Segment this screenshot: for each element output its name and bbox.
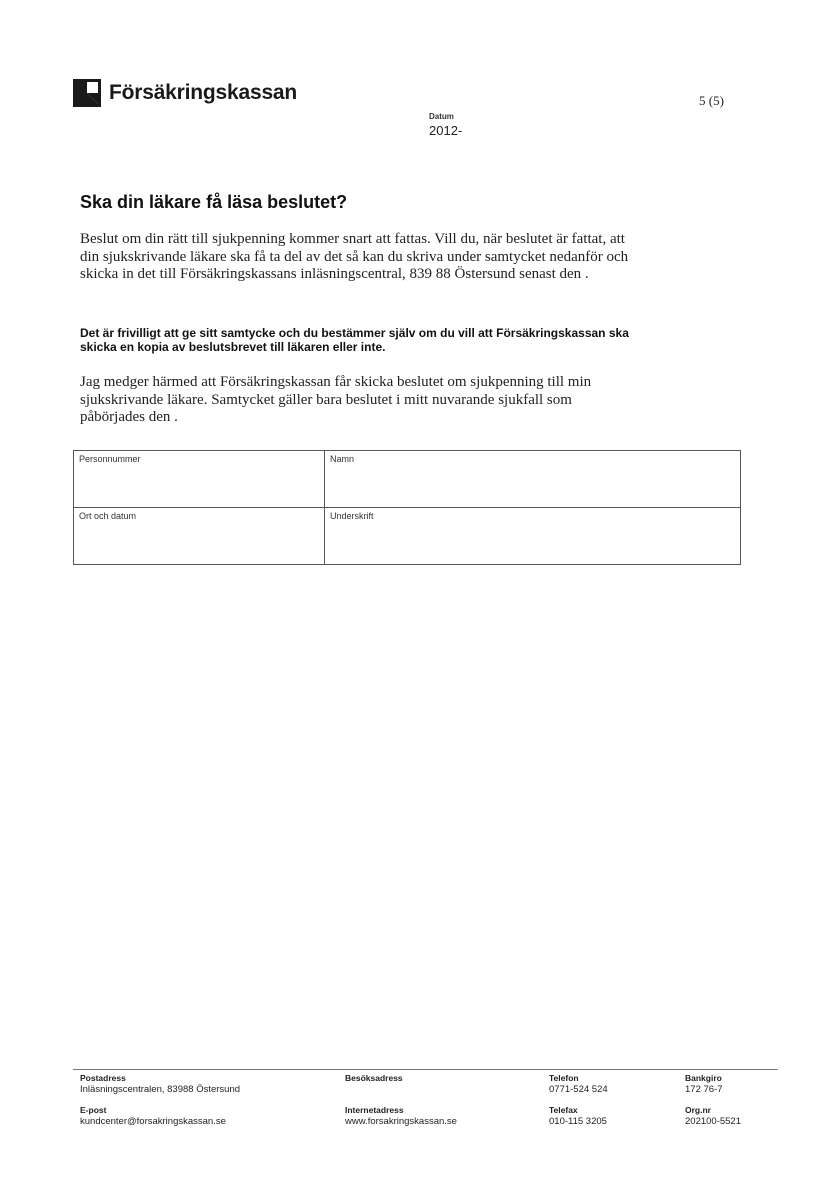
- ort-datum-field[interactable]: [74, 508, 325, 565]
- footer-besoksadress: [345, 1073, 403, 1084]
- telefon-label: Telefon: [549, 1073, 579, 1083]
- footer-divider: [73, 1069, 778, 1070]
- logo-text: Försäkringskassan: [109, 81, 298, 104]
- namn-label: Namn: [330, 454, 355, 464]
- orgnr-value: 202100-5521: [685, 1116, 741, 1127]
- postadress-label: Postadress: [80, 1073, 126, 1083]
- besoksadress-label: Besöksadress: [345, 1073, 403, 1083]
- namn-field[interactable]: [325, 451, 741, 508]
- orgnr-label: Org.nr: [685, 1105, 711, 1115]
- consent-paragraph: Jag medger härmed att Försäkringskassan får skicka beslutet om sjukpenning till min sjukskrivande läkare. Samtycket gäller bara beslutet i mitt nuvarande sjukfall som påbörjades den .: [80, 374, 592, 425]
- bankgiro-label: Bankgiro: [685, 1073, 722, 1083]
- footer-postadress: [80, 1073, 240, 1095]
- footer-bankgiro: [685, 1073, 723, 1095]
- postadress-value: Inläsningscentralen, 83988 Östersund: [80, 1084, 241, 1095]
- telefax-label: Telefax: [549, 1105, 578, 1115]
- datum-label: Datum: [429, 112, 454, 121]
- epost-label: E-post: [80, 1105, 107, 1115]
- footer-telefax: [549, 1105, 607, 1127]
- telefon-value: 0771-524 524: [549, 1084, 608, 1095]
- footer-orgnr: [685, 1105, 741, 1127]
- personnummer-field[interactable]: [74, 451, 325, 508]
- page-number: 5 (5): [699, 93, 724, 108]
- intro-paragraph: Beslut om din rätt till sjukpenning kommer snart att fattas. Vill du, när beslutet är fattat, att din sjukskrivande läkare ska få ta del av det så kan du skriva under samtycket nedanför och skicka in det till Försäkringskassans inläsningscentral, 839 88 Östersund senast den .: [80, 231, 629, 282]
- bankgiro-value: 172 76-7: [685, 1084, 723, 1095]
- forsakringskassan-logo-icon: [73, 79, 101, 107]
- internetadress-value[interactable]: www.forsakringskassan.se: [345, 1116, 457, 1127]
- epost-value[interactable]: kundcenter@forsakringskassan.se: [80, 1116, 226, 1127]
- underskrift-field[interactable]: [325, 508, 741, 565]
- page-title: Ska din läkare få läsa beslutet?: [80, 192, 348, 212]
- underskrift-label: Underskrift: [330, 511, 374, 521]
- footer-internetadress: [345, 1105, 457, 1127]
- footer: [80, 1073, 780, 1133]
- ort-datum-label: Ort och datum: [79, 511, 137, 521]
- personnummer-label: Personnummer: [79, 454, 141, 464]
- voluntary-notice: Det är frivilligt att ge sitt samtycke och du bestämmer själv om du vill att Försäkringskassan ska skicka en kopia av beslutsbrevet till läkaren eller inte.: [80, 326, 629, 354]
- datum-value: 2012-: [429, 123, 463, 138]
- consent-form: [73, 450, 741, 565]
- logo: [73, 79, 297, 107]
- internetadress-label: Internetadress: [345, 1105, 404, 1115]
- footer-telefon: [549, 1073, 608, 1095]
- telefax-value: 010-115 3205: [549, 1116, 607, 1127]
- footer-epost: [80, 1105, 226, 1127]
